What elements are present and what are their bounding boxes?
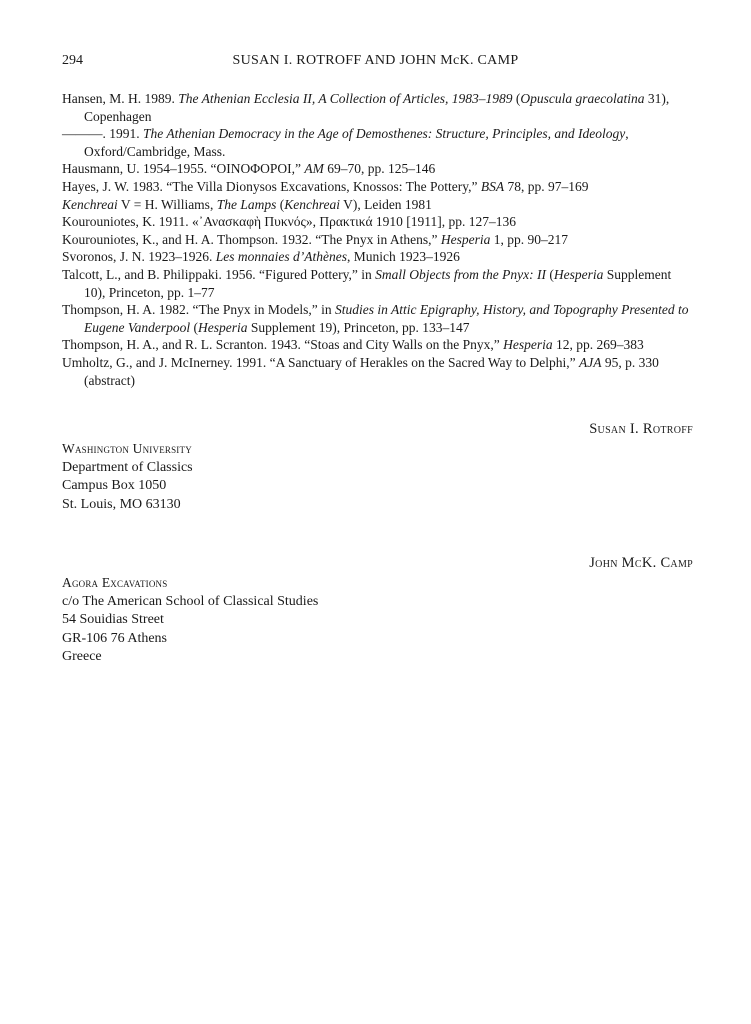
reference-title: Hesperia [553, 266, 604, 282]
bibliography [62, 90, 692, 389]
reference-text: , Munich 1923–1926 [347, 249, 460, 265]
institution-name: Washington University [62, 441, 192, 456]
reference-title: The Lamps [216, 196, 277, 212]
reference-title: Kenchreai [62, 196, 118, 212]
author-signature-2: John McK. Camp [589, 555, 693, 571]
reference-title: Hesperia [440, 231, 491, 247]
reference-entry [62, 354, 692, 389]
address-line: Greece [62, 649, 102, 664]
reference-title: AM [304, 161, 324, 177]
reference-text: ( [512, 91, 521, 106]
address-line: c/o The American School of Classical Studies [62, 593, 319, 609]
reference-text: ———. 1991. [62, 126, 143, 142]
reference-entry [62, 196, 692, 214]
reference-title: Studies in Attic Epigraphy, History, and Topography Presented to Eugene Vanderpool [84, 302, 689, 335]
reference-text: V), Leiden 1981 [339, 196, 432, 212]
reference-title: AJA [579, 354, 602, 370]
reference-text: 78, pp. 97–169 [504, 178, 589, 194]
reference-entry [62, 301, 692, 336]
reference-text: Kourouniotes, K. 1911. «᾿Ανασκαφὴ Πυκνός», Πρακτικά 1910 [1911], pp. 127–136 [62, 214, 517, 230]
reference-text: ( [545, 266, 554, 282]
reference-entry [62, 125, 692, 160]
reference-title: The Athenian Ecclesia II, A Collection of Articles, 1983–1989 [178, 91, 513, 106]
reference-text: Thompson, H. A., and R. L. Scranton. 1943. “Stoas and City Walls on the Pnyx,” [62, 337, 504, 353]
reference-text: Talcott, L., and B. Philippaki. 1956. “Figured Pottery,” in [62, 266, 376, 282]
reference-title: Small Objects from the Pnyx: II [375, 266, 546, 282]
reference-entry [62, 178, 692, 196]
reference-text: Thompson, H. A. 1982. “The Pnyx in Models,” in [62, 302, 335, 318]
reference-text: Kourouniotes, K., and H. A. Thompson. 1932. “The Pnyx in Athens,” [62, 231, 441, 247]
reference-title: BSA [480, 178, 505, 194]
reference-entry [62, 231, 692, 249]
reference-entry [62, 336, 692, 354]
reference-text: Svoronos, J. N. 1923–1926. [62, 249, 216, 265]
reference-title: The Athenian Democracy in the Age of Demosthenes: Structure, Principles, and Ideology [143, 126, 626, 142]
reference-text: ( [276, 196, 285, 212]
address-line: Campus Box 1050 [62, 478, 167, 493]
reference-text: 69–70, pp. 125–146 [323, 161, 436, 177]
address-line: Department of Classics [62, 459, 193, 475]
reference-text: 95, p. 330 (abstract) [84, 354, 659, 388]
reference-text: Hansen, M. H. 1989. [62, 91, 179, 106]
reference-entry [62, 266, 692, 301]
reference-entry [62, 160, 692, 178]
running-head: SUSAN I. ROTROFF AND JOHN McK. CAMP [232, 53, 519, 68]
reference-text: Supplement 10), Princeton, pp. 1–77 [84, 266, 672, 300]
address-line: St. Louis, MO 63130 [62, 496, 181, 512]
reference-text: ( [190, 319, 198, 335]
reference-entry [62, 213, 692, 231]
author-address-1 [62, 440, 193, 514]
reference-entry [62, 90, 692, 125]
reference-text: , Oxford/Cambridge, Mass. [84, 126, 629, 159]
reference-title: Hesperia [503, 337, 553, 353]
reference-text: Supplement 19), Princeton, pp. 133–147 [247, 319, 470, 335]
page-header [62, 53, 689, 73]
author-signature-1: Susan I. Rotroff [589, 421, 693, 437]
reference-text: Umholtz, G., and J. McInerney. 1991. “A Sanctuary of Herakles on the Sacred Way to Delphi,” [62, 354, 580, 370]
reference-text: 12, pp. 269–383 [552, 337, 644, 353]
reference-title: Opuscula graecolatina [520, 91, 645, 106]
reference-text: Hayes, J. W. 1983. “The Villa Dionysos Excavations, Knossos: The Pottery,” [62, 178, 481, 194]
reference-title: Les monnaies d’Athènes [215, 249, 347, 265]
institution-name: Agora Excavations [62, 575, 168, 590]
page-number: 294 [62, 53, 83, 68]
reference-entry [62, 248, 692, 266]
reference-text: V = H. Williams, [117, 196, 217, 212]
reference-text: Hausmann, U. 1954–1955. “ΟΙΝΟΦΟΡΟΙ,” [62, 161, 305, 177]
reference-title: Hesperia [197, 319, 248, 335]
reference-text: 31), Copenhagen [84, 91, 670, 124]
reference-text: 1, pp. 90–217 [490, 231, 568, 247]
address-line: GR-106 76 Athens [62, 630, 167, 646]
reference-title: Kenchreai [284, 196, 340, 212]
address-line: 54 Souidias Street [62, 612, 164, 627]
author-address-2 [62, 574, 318, 667]
